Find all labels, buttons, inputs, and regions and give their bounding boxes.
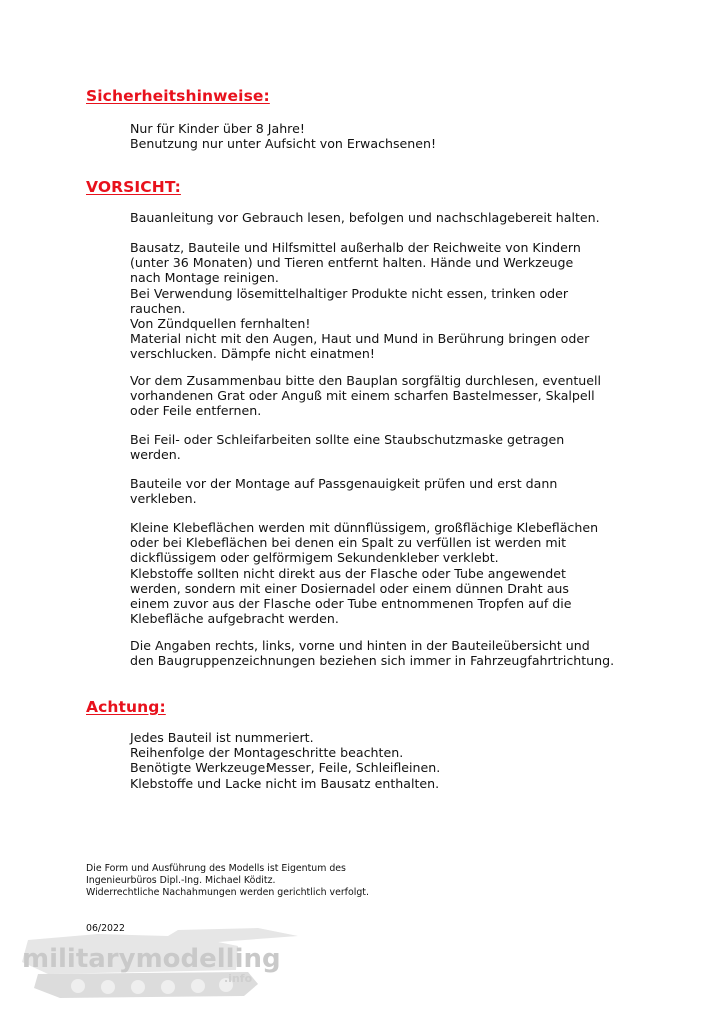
caution-paragraph-7 [130, 638, 690, 668]
text-line: Nur für Kinder über 8 Jahre! [130, 121, 305, 136]
attention-paragraph [130, 730, 690, 791]
text-line: vorhandenen Grat oder Anguß mit einem scharfen Bastelmesser, Skalpell [130, 388, 595, 404]
caution-paragraph-3 [130, 373, 690, 419]
footer-line: Ingenieurbüros Dipl.-Ing. Michael Köditz. [86, 875, 276, 886]
safety-paragraph [130, 121, 690, 151]
text-line: oder Feile entfernen. [130, 403, 262, 419]
text-line: verschlucken. Dämpfe nicht einatmen! [130, 346, 375, 362]
footer-line: Die Form und Ausführung des Modells ist Eigentum des [86, 863, 346, 874]
watermark-logo [8, 900, 308, 1010]
section-heading-safety: Sicherheitshinweise: [86, 87, 270, 105]
text-line: werden. [130, 447, 181, 463]
text-line: oder bei Klebeflächen bei denen ein Spalt zu verfüllen ist werden mit [130, 535, 567, 551]
text-line: Bei Feil- oder Schleifarbeiten sollte eine Staubschutzmaske getragen [130, 432, 565, 447]
tools-value: Messer, Feile, Schleifleinen. [266, 760, 441, 776]
text-line: Bauteile vor der Montage auf Passgenauigkeit prüfen und erst dann [130, 476, 558, 491]
date-stamp: 06/2022 [86, 923, 125, 934]
section-heading-attention: Achtung: [86, 698, 166, 716]
text-line: den Baugruppenzeichnungen beziehen sich immer in Fahrzeugfahrtrichtung. [130, 653, 615, 669]
text-line: Von Zündquellen fernhalten! [130, 316, 311, 332]
section-heading-caution: VORSICHT: [86, 178, 181, 196]
text-line: Klebefläche aufgebracht werden. [130, 611, 339, 627]
text-line: Bei Verwendung lösemittelhaltiger Produkte nicht essen, trinken oder [130, 285, 569, 301]
text-line: Klebstoffe und Lacke nicht im Bausatz enthalten. [130, 775, 440, 791]
text-line: Benutzung nur unter Aufsicht von Erwachsenen! [130, 136, 437, 152]
text-line: Vor dem Zusammenbau bitte den Bauplan sorgfältig durchlesen, eventuell [130, 373, 601, 388]
caution-paragraph-4 [130, 432, 690, 462]
text-line: Klebstoffe sollten nicht direkt aus der Flasche oder Tube angewendet [130, 565, 566, 581]
caution-paragraph-6 [130, 520, 690, 626]
footer-line: Widerrechtliche Nachahmungen werden gerichtlich verfolgt. [86, 887, 369, 898]
copyright-notice [86, 863, 369, 899]
text-line: Die Angaben rechts, links, vorne und hinten in der Bauteileübersicht und [130, 638, 590, 653]
text-line: Jedes Bauteil ist nummeriert. [130, 730, 314, 745]
watermark-suffix: .info [224, 972, 253, 985]
caution-paragraph-5 [130, 476, 690, 506]
text-line: einem zuvor aus der Flasche oder Tube entnommenen Tropfen auf die [130, 596, 572, 612]
text-line: verkleben. [130, 491, 197, 507]
text-line: Reihenfolge der Montageschritte beachten. [130, 745, 404, 761]
caution-paragraph-2 [130, 240, 690, 362]
text-line: Bauanleitung vor Gebrauch lesen, befolgen und nachschlagebereit halten. [130, 210, 600, 225]
text-line: nach Montage reinigen. [130, 270, 279, 286]
text-line: werden, sondern mit einer Dosiernadel oder einem dünnen Draht aus [130, 580, 569, 596]
text-line: dickflüssigem oder gelförmigem Sekundenkleber verklebt. [130, 550, 499, 566]
text-line: rauchen. [130, 300, 186, 316]
text-line: (unter 36 Monaten) und Tieren entfernt halten. Hände und Werkzeuge [130, 255, 574, 271]
text-line: Material nicht mit den Augen, Haut und Mund in Berührung bringen oder [130, 331, 590, 347]
text-line: Kleine Klebeflächen werden mit dünnflüssigem, großflächige Klebeflächen [130, 520, 599, 535]
text-line: Bausatz, Bauteile und Hilfsmittel außerhalb der Reichweite von Kindern [130, 240, 581, 255]
tools-label: Benötigte Werkzeuge: [130, 760, 270, 776]
watermark-text: militarymodelling [22, 944, 281, 974]
caution-paragraph-1 [130, 210, 690, 225]
tools-line [130, 760, 690, 775]
